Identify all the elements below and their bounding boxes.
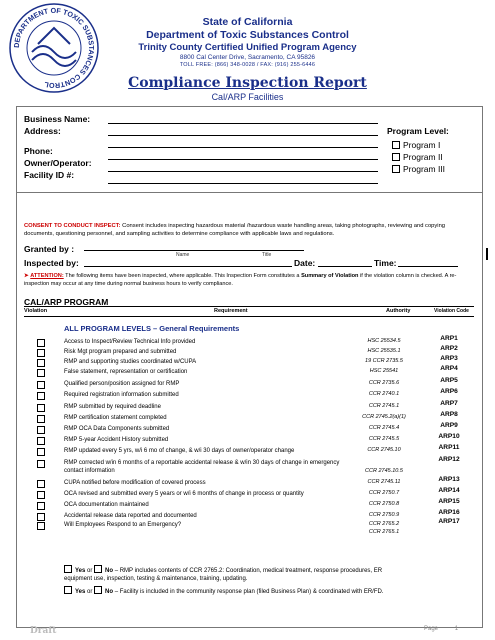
department-name: Department of Toxic Substances Control <box>146 29 349 41</box>
violation-checkbox[interactable] <box>37 404 45 412</box>
violation-checkbox[interactable] <box>37 392 45 400</box>
time-field[interactable] <box>398 266 458 267</box>
authority-citation: CCR 2735.6 <box>368 380 400 386</box>
authority-citation: CCR 2745.5 <box>368 436 400 442</box>
authority-citation: HSC 25535.1 <box>367 348 401 354</box>
requirement-text: Access to Inspect/Review Technical Info provided <box>64 339 196 345</box>
requirement-text: Risk Mgt program prepared and submitted <box>64 349 177 355</box>
violation-code: ARP5 <box>440 377 458 384</box>
requirement-text: OCA documentation maintained <box>64 502 149 508</box>
address-field-2[interactable] <box>108 147 378 148</box>
authority-citation: CCR 2745.11 <box>367 479 401 485</box>
authority-citation: HSC 25534.5 <box>367 338 401 344</box>
divider <box>16 192 483 193</box>
requirement-text: False statement, representation or certification <box>64 369 188 375</box>
violation-checkbox[interactable] <box>37 460 45 468</box>
svg-text:DEPARTMENT OF TOXIC SUBSTANCES: DEPARTMENT OF TOXIC SUBSTANCES CONTROL <box>11 5 97 91</box>
draft-watermark: Draft <box>30 626 57 636</box>
violation-code: ARP2 <box>440 345 458 352</box>
address-field[interactable] <box>108 135 378 136</box>
violation-checkbox[interactable] <box>37 513 45 521</box>
requirement-text: CUPA notified before modification of covered process <box>64 480 206 486</box>
violation-checkbox[interactable] <box>37 339 45 347</box>
requirement-text: RMP OCA Data Components submitted <box>64 426 170 432</box>
authority-citation: CCR 2745.4 <box>368 425 400 431</box>
violation-code: ARP12 <box>438 456 460 463</box>
arrow-icon: ➤ <box>24 273 29 279</box>
program-option-1[interactable]: Program I <box>392 140 440 150</box>
owner-label: Owner/Operator: <box>24 158 92 168</box>
requirement-text: Will Employees Respond to an Emergency? <box>64 522 182 528</box>
requirement-text: RMP corrected w/in 6 months of a reportable accidental release & w/in 30 days of change in emergency contact information <box>64 460 340 474</box>
violation-code: ARP16 <box>438 509 460 516</box>
checkbox-icon[interactable] <box>94 565 102 573</box>
business-name-label: Business Name: <box>24 114 91 124</box>
violation-code: ARP1 <box>440 335 458 342</box>
authority-citation: CCR 2745.10 <box>367 447 401 453</box>
requirement-text: Required registration information submitted <box>64 392 179 398</box>
program-option-2[interactable]: Program II <box>392 152 443 162</box>
agency-name: Trinity County Certified Unified Program Agency <box>138 42 357 53</box>
authority-citation: CCR 2740.1 <box>368 391 400 397</box>
time-label: Time: <box>374 258 397 268</box>
requirement-text: RMP certification statement completed <box>64 415 167 421</box>
agency-address: 8800 Cal Center Drive, Sacramento, CA 95826 <box>179 54 316 61</box>
violation-checkbox[interactable] <box>37 448 45 456</box>
col-violation: Violation <box>24 308 48 314</box>
violation-checkbox[interactable] <box>37 480 45 488</box>
requirement-text: Accidental release data reported and documented <box>64 513 197 519</box>
report-subtitle: Cal/ARP Facilities <box>211 92 284 102</box>
sub-item-2: Yes or No – Facility is included in the community response plan (filed Business Plan) & coordinated with ER/FD. <box>64 586 394 596</box>
checkbox-icon[interactable] <box>392 165 400 173</box>
violation-code: ARP10 <box>438 433 460 440</box>
violation-code: ARP8 <box>440 411 458 418</box>
granted-by-label: Granted by : <box>24 244 75 254</box>
violation-code: ARP4 <box>440 365 458 372</box>
violation-checkbox[interactable] <box>37 369 45 377</box>
general-requirements-heading: ALL PROGRAM LEVELS – General Requirements <box>64 324 240 333</box>
violation-checkbox[interactable] <box>37 349 45 357</box>
report-title: Compliance Inspection Report <box>128 75 367 91</box>
section-title: CAL/ARP PROGRAM <box>24 297 109 307</box>
authority-citation: CCR 2750.7 <box>368 490 400 496</box>
title-caption: Title <box>262 252 272 258</box>
program-option-3[interactable]: Program III <box>392 164 445 174</box>
phone-label: Phone: <box>24 146 53 156</box>
violation-code: ARP15 <box>438 498 460 505</box>
inspected-by-field[interactable] <box>84 266 292 267</box>
authority-citation: CCR 2765.1 <box>368 529 400 535</box>
authority-citation: CCR 2745.1 <box>368 403 400 409</box>
violation-checkbox[interactable] <box>37 502 45 510</box>
violation-code: ARP17 <box>438 518 460 525</box>
checkbox-icon[interactable] <box>64 565 72 573</box>
form-frame <box>16 106 483 628</box>
program-level-label: Program Level: <box>387 126 449 136</box>
violation-checkbox[interactable] <box>37 359 45 367</box>
violation-code: ARP13 <box>438 476 460 483</box>
authority-citation: CCR 2750.9 <box>368 512 400 518</box>
violation-checkbox[interactable] <box>37 437 45 445</box>
attention-notice: ➤ ATTENTION: The following items have been inspected, where applicable. This Inspection Form constitutes a Summary of Violation if the violation column is checked. A re-inspection may occur at any time during normal business hours to verify compliance. <box>24 273 457 287</box>
consent-statement: CONSENT TO CONDUCT INSPECT: Consent includes inspecting hazardous material /hazardous waste handling areas, taking photographs, reviewing and copying documents, questioning personnel, and sampling activities to determine compliance with applicable laws and regulations. <box>24 223 446 237</box>
name-caption: Name <box>176 252 190 258</box>
authority-citation: 19 CCR 2735.5 <box>365 358 403 364</box>
authority-citation: CCR 2750.8 <box>368 501 400 507</box>
violation-code: ARP7 <box>440 400 458 407</box>
authority-citation: CCR 2745.10.5 <box>365 468 403 474</box>
margin-mark <box>486 248 488 260</box>
owner-field[interactable] <box>108 171 378 172</box>
date-field[interactable] <box>318 266 372 267</box>
table-header <box>24 306 474 317</box>
authority-citation: CCR 2765.2 <box>368 521 400 527</box>
granted-by-field[interactable] <box>84 250 304 251</box>
requirement-text: Qualified person/position assigned for RMP <box>64 381 180 387</box>
col-authority: Authority <box>386 308 411 314</box>
checkbox-icon[interactable] <box>64 586 72 594</box>
agency-phone-fax: TOLL FREE: (866) 348-0028 / FAX: (916) 255-6446 <box>179 62 316 68</box>
requirement-text: RMP updated every 5 yrs, w/i 6 mo of change, & w/i 30 days of owner/operator change <box>64 448 295 454</box>
violation-code: ARP14 <box>438 487 460 494</box>
authority-citation: HSC 25541 <box>369 368 399 374</box>
col-violation-code: Violation Code <box>434 308 469 314</box>
violation-code: ARP9 <box>440 422 458 429</box>
checkbox-icon[interactable] <box>392 153 400 161</box>
checkbox-icon[interactable] <box>392 141 400 149</box>
violation-checkbox[interactable] <box>37 426 45 434</box>
facility-id-field[interactable] <box>108 183 378 184</box>
col-requirement: Requirement <box>214 308 248 314</box>
address-label: Address: <box>24 126 61 136</box>
page-number: Page 1 <box>424 626 459 632</box>
phone-field[interactable] <box>108 159 378 160</box>
violation-code: ARP3 <box>440 355 458 362</box>
violation-code: ARP11 <box>438 444 460 451</box>
business-name-field[interactable] <box>108 123 378 124</box>
date-label: Date: <box>294 258 316 268</box>
authority-citation: CCR 2745.2(a)(1) <box>362 414 406 420</box>
facility-id-label: Facility ID #: <box>24 170 75 180</box>
violation-checkbox[interactable] <box>37 381 45 389</box>
requirement-text: RMP submitted by required deadline <box>64 404 161 410</box>
violation-checkbox[interactable] <box>37 415 45 423</box>
violation-checkbox[interactable] <box>37 491 45 499</box>
checkbox-icon[interactable] <box>94 586 102 594</box>
requirement-text: RMP 5-year Accident History submitted <box>64 437 169 443</box>
violation-checkbox[interactable] <box>37 522 45 530</box>
sub-item-1: Yes or No – RMP includes contents of CCR 2765.2: Coordination, medical treatment, response procedures, ER equipment use, inspection, testing & maintenance, training, updating. <box>64 565 394 583</box>
requirement-text: OCA revised and submitted every 5 years or w/i 6 months of change in process or quantity <box>64 491 304 497</box>
violation-code: ARP6 <box>440 388 458 395</box>
state-name: State of California <box>202 16 293 28</box>
requirement-text: RMP and supporting studies coordinated w/CUPA <box>64 359 197 365</box>
inspected-by-label: Inspected by: <box>24 258 79 268</box>
